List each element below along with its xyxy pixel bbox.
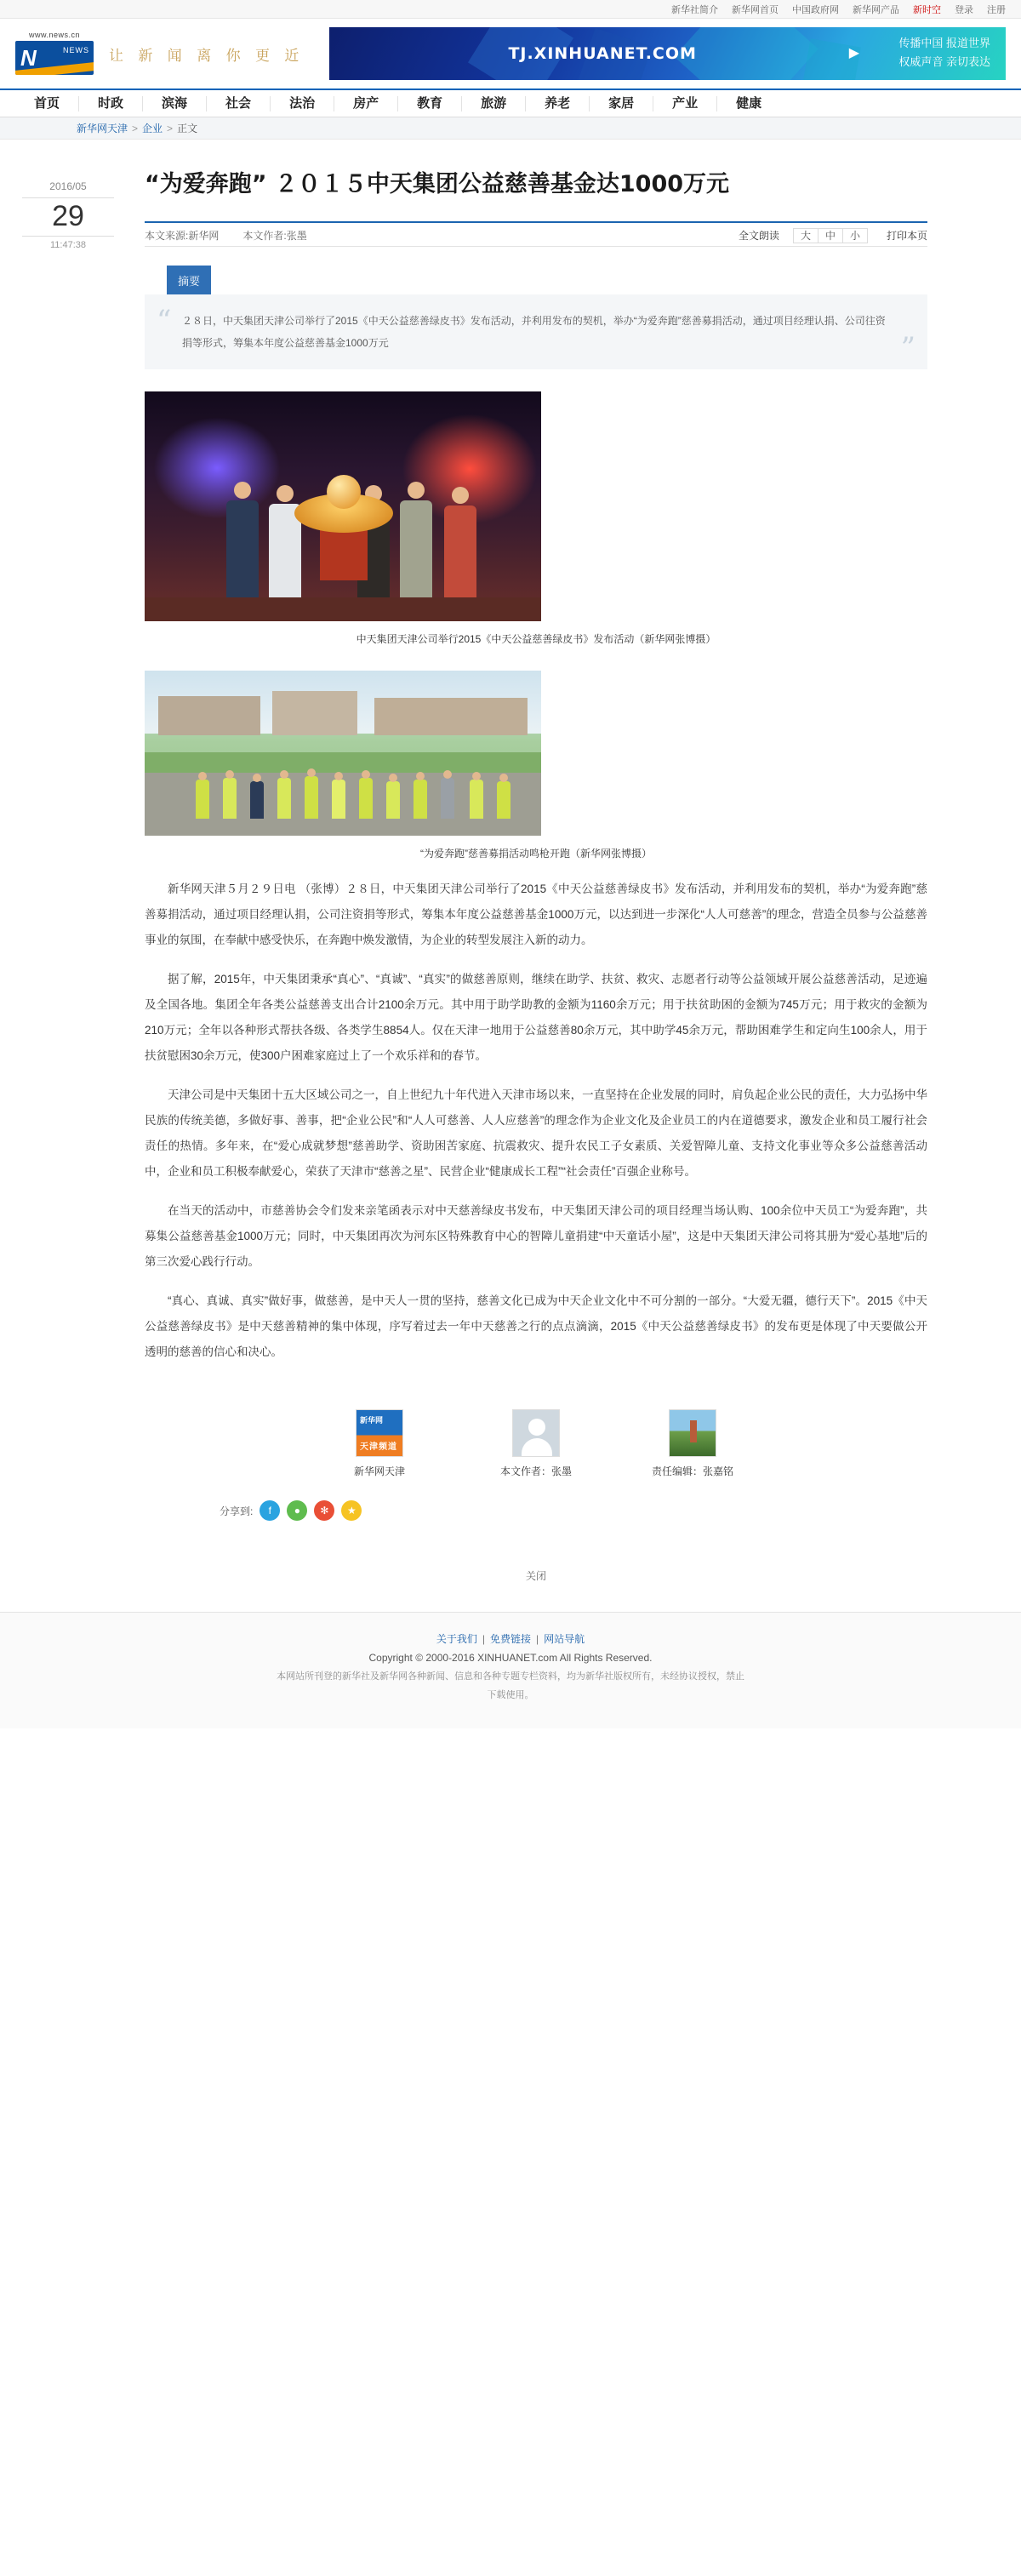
credit-editor[interactable]: [637, 1409, 748, 1478]
runner-2: [223, 778, 237, 819]
footer-disclaimer-line1: 本网站所刊登的新华社及新华网各种新闻、信息和各种专题专栏资料，均为新华社版权所有，未经协议授权，禁止: [277, 1671, 744, 1682]
abstract-box: [145, 294, 927, 369]
article-meta-bar: [145, 221, 927, 247]
article-paragraph-1: 新华网天津５月２９日电 （张博）２８日，中天集团天津公司举行了2015《中天公益慈善绿皮书》发布活动，并利用发布的契机，举办“为爱奔跑”慈善募捐活动，通过项目经理认捐，公司注资捐等形式，筹集本年度公益慈善基金1000万元，以达到进一步深化“人人可慈善”的理念，营造全员参与公益慈善事业的氛围，在奉献中感受快乐，在奔跑中焕发激情，为企业的转型发展注入新的动力。: [145, 882, 927, 946]
credit-author-name: 本文作者：张墨: [499, 1465, 572, 1477]
banner-domain: TJ.XINHUANET.COM: [508, 44, 697, 63]
article-body: [145, 877, 927, 1365]
read-aloud-button[interactable]: 全文朗读: [738, 230, 779, 242]
nav-item-jiaju[interactable]: 家居: [590, 96, 653, 111]
building-1: [158, 696, 260, 735]
footer-link-friendlink[interactable]: 免费链接: [489, 1633, 531, 1645]
figure-1-image: [145, 391, 541, 621]
credit-author[interactable]: [481, 1409, 591, 1478]
top-utility-bar: [0, 0, 1021, 19]
editor-photo-icon: [669, 1409, 716, 1457]
breadcrumb-sep-0: >: [132, 122, 139, 134]
breadcrumb-item-0[interactable]: 新华网天津: [77, 123, 128, 134]
credit-editor-name: 责任编辑：张嘉铭: [651, 1465, 733, 1477]
runner-3: [250, 781, 264, 819]
abstract-tab-label: 摘要: [167, 266, 211, 294]
logo-mark: [15, 41, 94, 75]
topbar-link-1[interactable]: 新华网首页: [732, 4, 779, 15]
figure-2-image: [145, 671, 541, 836]
runner-1: [196, 780, 209, 819]
runner-6: [332, 780, 345, 819]
abstract-section: [145, 266, 927, 369]
person-4: [400, 500, 432, 599]
quote-close-icon: ”: [900, 331, 915, 365]
topbar-link-register[interactable]: 注册: [987, 4, 1006, 15]
article-paragraph-4: 在当天的活动中，市慈善协会令们发来亲笔函表示对中天慈善绿皮书发布，中天集团天津公司的项目经理当场认购、100余位中天员工“为爱奔跑”，共募集公益慈善基金1000万元；同时，中天集团再次为河东区特殊教育中心的智障儿童捐建“中天童话小屋”，这是中天集团天津公司将其册为“爱心基地”后的第三次爱心践行行动。: [145, 1204, 927, 1268]
article-figure-2: [145, 671, 927, 863]
nav-item-binhai[interactable]: 滨海: [143, 96, 207, 111]
date-column: [0, 140, 136, 1612]
credit-publisher[interactable]: [324, 1409, 435, 1478]
article-author-label: 本文作者:: [242, 230, 287, 242]
article-paragraph-2: 据了解，2015年，中天集团秉承“真心”、“真诚”、“真实”的做慈善原则，继续在助学、扶贫、救灾、志愿者行动等公益领域开展公益慈善活动，足迹遍及全国各地。集团全年各类公益慈善支出合计2100余万元。其中用于助学助教的金额为1160余万元；用于扶贫助困的金额为745万元；用于救灾的金额为210万元；全年以各种形式帮扶各级、各类学生8854人。仅在天津一地用于公益慈善80余万元，其中助学45余万元，帮助困难学生和定向生100余人，用于扶贫慰困30余万元，使300户困难家庭过上了一个欢乐祥和的春节。: [145, 973, 927, 1062]
article-paragraph-3: 天津公司是中天集团十五大区域公司之一，自上世纪九十年代进入天津市场以来，一直坚持在企业发展的同时，肩负起企业公民的责任，大力弘扬中华民族的传统美德，多做好事、善事，把“企业公民”和“人人可慈善、人人应慈善”的理念作为企业文化及企业员工的内在道德要求，激发企业和员工履行社会责任的热情。多年来，在“爱心成就梦想”慈善助学、资助困苦家庭、抗震救灾、提升农民工子女素质、关爱智障儿童、支持文化事业等众多公益慈善活动中，企业和员工积极奉献爱心，荣获了天津市“慈善之星”、民营企业“健康成长工程”“社会责任”百强企业称号。: [145, 1088, 927, 1178]
brand-slogan: 让 新 闻 离 你 更 近: [109, 47, 305, 65]
banner-slogan-line1: 传播中国 报道世界: [898, 37, 990, 49]
article-paragraph-5: “真心、真诚、真实”做好事，做慈善，是中天人一贯的坚持，慈善文化已成为中天企业文化中不可分割的一部分。“大爱无疆，德行天下”。2015《中天公益慈善绿皮书》是中天慈善精神的集中体现，序写着过去一年中天慈善之行的点点滴滴，2015《中天公益慈善绿皮书》的发布更是体现了中天要做公开透明的慈善的信心和决心。: [145, 1294, 927, 1358]
topbar-link-0[interactable]: 新华社简介: [671, 4, 718, 15]
banner-slogan-line2: 权威声音 亲切表达: [898, 55, 990, 68]
site-footer: [0, 1612, 1021, 1728]
runner-12: [497, 781, 510, 819]
abstract-text: ２８日，中天集团天津公司举行了2015《中天公益慈善绿皮书》发布活动，并利用发布的契机，举办“为爱奔跑”慈善募捐活动，通过项目经理认捐、公司往资捐等形式，筹集本年度公益慈善基金1000万元: [182, 315, 886, 349]
building-3: [374, 698, 528, 735]
article-source-value: 新华网: [188, 230, 220, 242]
nav-item-home[interactable]: 首页: [15, 96, 79, 111]
page-title: “为爱奔跑” ２０１５中天集团公益慈善基金达1000万元: [145, 171, 730, 197]
runner-11: [470, 780, 483, 819]
logo-letter: N: [20, 45, 36, 71]
font-size-medium[interactable]: 中: [819, 229, 843, 243]
article-figure-1: [145, 391, 927, 648]
share-bar: [220, 1500, 927, 1521]
logo-url-text: www.news.cn: [28, 31, 81, 39]
nav-item-chanye[interactable]: 产业: [653, 96, 717, 111]
runner-4: [277, 778, 291, 819]
xinhuanet-tianjin-logo-icon: [356, 1409, 403, 1457]
figure-2-caption: “为爱奔跑”慈善募捐活动鸣枪开跑（新华网张博摄）: [420, 848, 652, 860]
stage-light-left: [153, 417, 281, 519]
content-area: [0, 140, 1021, 1612]
breadcrumb-item-1[interactable]: 企业: [142, 123, 163, 134]
article-author-value: 张墨: [286, 230, 307, 242]
nav-item-jiaoyu[interactable]: 教育: [398, 96, 462, 111]
banner-slogan: [898, 34, 990, 71]
article-source-label: 本文来源:: [145, 230, 189, 242]
banner-arrow-icon: ▶: [848, 46, 859, 60]
article-author: [242, 228, 306, 243]
quote-open-icon: “: [157, 304, 172, 338]
site-header: [0, 19, 1021, 89]
runner-10: [441, 778, 454, 819]
nav-item-shehui[interactable]: 社会: [207, 96, 271, 111]
nav-item-fazhi[interactable]: 法治: [271, 96, 334, 111]
font-size-small[interactable]: 小: [849, 229, 860, 242]
launch-pedestal: [320, 526, 368, 580]
building-2: [272, 691, 357, 735]
share-qzone-icon[interactable]: ★: [341, 1500, 362, 1521]
runner-5: [305, 776, 318, 819]
logo-news-text: NEWS: [63, 46, 89, 54]
credits-row: [145, 1409, 927, 1478]
breadcrumb: [0, 117, 1021, 140]
nav-item-fangchan[interactable]: 房产: [334, 96, 398, 111]
print-button[interactable]: 打印本页: [886, 230, 927, 242]
xinhuanet-logo[interactable]: [15, 31, 94, 77]
nav-item-jiankang[interactable]: 健康: [736, 95, 762, 111]
main-nav: [0, 89, 1021, 117]
launch-ball: [327, 475, 361, 509]
topbar-link-2[interactable]: 中国政府网: [792, 4, 839, 15]
font-size-large[interactable]: 大: [794, 229, 819, 243]
person-5: [444, 505, 476, 599]
nav-item-lvyou[interactable]: 旅游: [462, 96, 526, 111]
logo-t2: 天津频道: [360, 1442, 397, 1452]
footer-disclaimer-line2: 下载使用。: [487, 1690, 534, 1700]
person-1: [226, 500, 259, 599]
logo-t1: 新华网: [360, 1416, 384, 1425]
article-source: [145, 228, 219, 243]
stage-floor: [145, 597, 541, 621]
footer-link-about[interactable]: 关于我们: [436, 1633, 477, 1645]
article-date-day: 29: [22, 197, 114, 237]
topbar-link-login[interactable]: 登录: [955, 4, 973, 15]
runner-8: [386, 781, 400, 819]
promo-banner[interactable]: [329, 27, 1006, 80]
breadcrumb-sep-1: >: [167, 122, 174, 134]
figure-1-caption: 中天集团天津公司举行2015《中天公益慈善绿皮书》发布活动（新华网张博摄）: [356, 633, 716, 645]
footer-copyright: Copyright © 2000-2016 XINHUANET.com All Rights Reserved.: [368, 1652, 653, 1664]
footer-links: 关于我们 | 免费链接 | 网站导航: [436, 1633, 585, 1645]
breadcrumb-item-2: 正文: [177, 123, 198, 134]
font-size-switcher: [793, 228, 868, 243]
runner-7: [359, 778, 373, 819]
nav-item-shizheng[interactable]: 时政: [79, 96, 143, 111]
topbar-link-3[interactable]: 新华网产品: [853, 4, 899, 15]
article-main: [136, 140, 1021, 1612]
share-label: 分享到:: [220, 1505, 254, 1517]
close-button[interactable]: 关闭: [525, 1570, 546, 1582]
nav-item-yanglao[interactable]: 养老: [526, 96, 590, 111]
author-avatar-icon: [512, 1409, 560, 1457]
share-tencent-weibo-icon[interactable]: f: [260, 1500, 280, 1521]
share-sina-weibo-icon[interactable]: ✻: [314, 1500, 334, 1521]
runner-9: [414, 780, 427, 819]
topbar-link-4[interactable]: 新时空: [913, 4, 941, 15]
share-wechat-icon[interactable]: ●: [287, 1500, 307, 1521]
article-date-time: 11:47:38: [49, 240, 86, 250]
credit-publisher-name: 新华网天津: [353, 1465, 405, 1477]
article-date-yearmonth: 2016/05: [49, 180, 87, 192]
footer-link-sitemap[interactable]: 网站导航: [544, 1633, 585, 1645]
